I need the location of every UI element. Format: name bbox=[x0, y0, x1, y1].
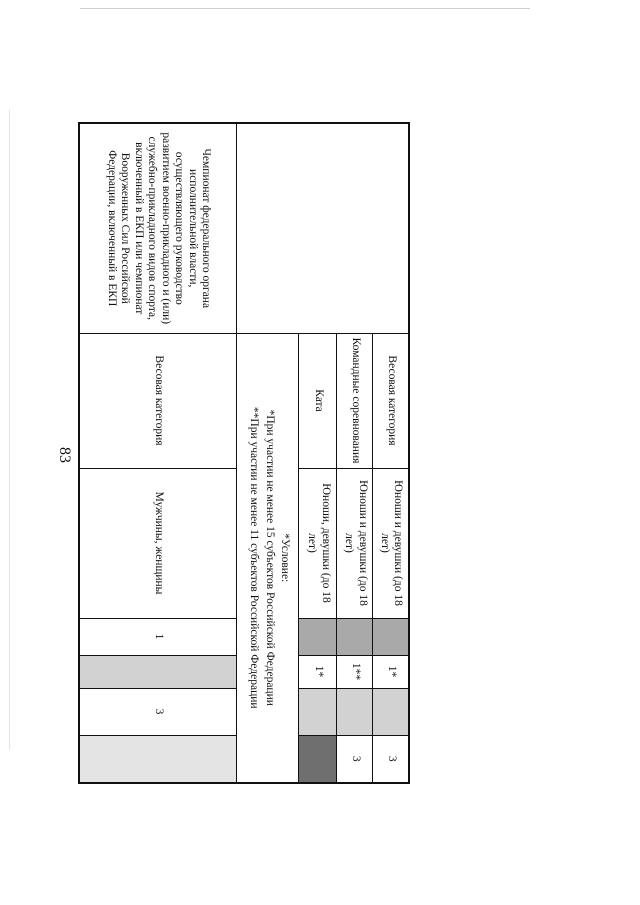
value-cell: 1* bbox=[299, 655, 337, 688]
grey-value-cell bbox=[299, 688, 337, 735]
grey-value-cell bbox=[299, 735, 337, 783]
table-row bbox=[373, 123, 409, 783]
grey-value-cell bbox=[373, 688, 409, 735]
grey-value-cell bbox=[299, 618, 337, 655]
grey-value-cell bbox=[337, 688, 373, 735]
condition-line-1: *При участии не менее 15 субъектов Российской Федерации bbox=[263, 409, 276, 706]
grey-value-cell bbox=[373, 618, 409, 655]
value-cell: 1 bbox=[79, 618, 237, 655]
discipline-cell: Ката bbox=[299, 333, 337, 468]
value-cell: 3 bbox=[337, 735, 373, 783]
discipline-cell: Командные соревнования bbox=[337, 333, 373, 468]
empty-event-cell bbox=[237, 123, 409, 333]
grey-value-cell bbox=[79, 655, 237, 688]
table-row bbox=[79, 123, 237, 783]
championship-event-cell: Чемпионат федерального органа исполнительной власти, осуществляющего руководство развитием военно-прикладного и (или) служебно-прикладного видов спорта, включенный в ЕКП или чемпионат Вооруженных Сил Российской Федерации, включенный в ЕКП bbox=[79, 123, 237, 333]
grey-value-cell bbox=[337, 618, 373, 655]
age-group-cell: Юноши, девушки (до 18 лет) bbox=[299, 468, 337, 618]
value-cell: 3 bbox=[79, 688, 237, 735]
condition-heading: *Условие: bbox=[279, 533, 292, 583]
grey-value-cell bbox=[79, 735, 237, 783]
sports-ranking-table bbox=[78, 122, 410, 784]
discipline-cell: Весовая категория bbox=[373, 333, 409, 468]
rotated-table-container bbox=[80, 122, 410, 782]
age-group-cell: Юноши и девушки (до 18 лет) bbox=[373, 468, 409, 618]
value-cell: 3 bbox=[373, 735, 409, 783]
page-top-edge bbox=[80, 8, 530, 9]
page-side-edge bbox=[9, 110, 10, 750]
page-number: 83 bbox=[56, 447, 73, 463]
condition-line-2: **При участии не менее 11 субъектов Российской Федерации bbox=[248, 406, 261, 709]
discipline-cell: Весовая категория bbox=[79, 333, 237, 468]
age-group-cell: Юноши и девушки (до 18 лет) bbox=[337, 468, 373, 618]
value-cell: 1* bbox=[373, 655, 409, 688]
value-cell: 1** bbox=[337, 655, 373, 688]
condition-note bbox=[237, 333, 299, 783]
gender-cell: Мужчины, женщины bbox=[79, 468, 237, 618]
